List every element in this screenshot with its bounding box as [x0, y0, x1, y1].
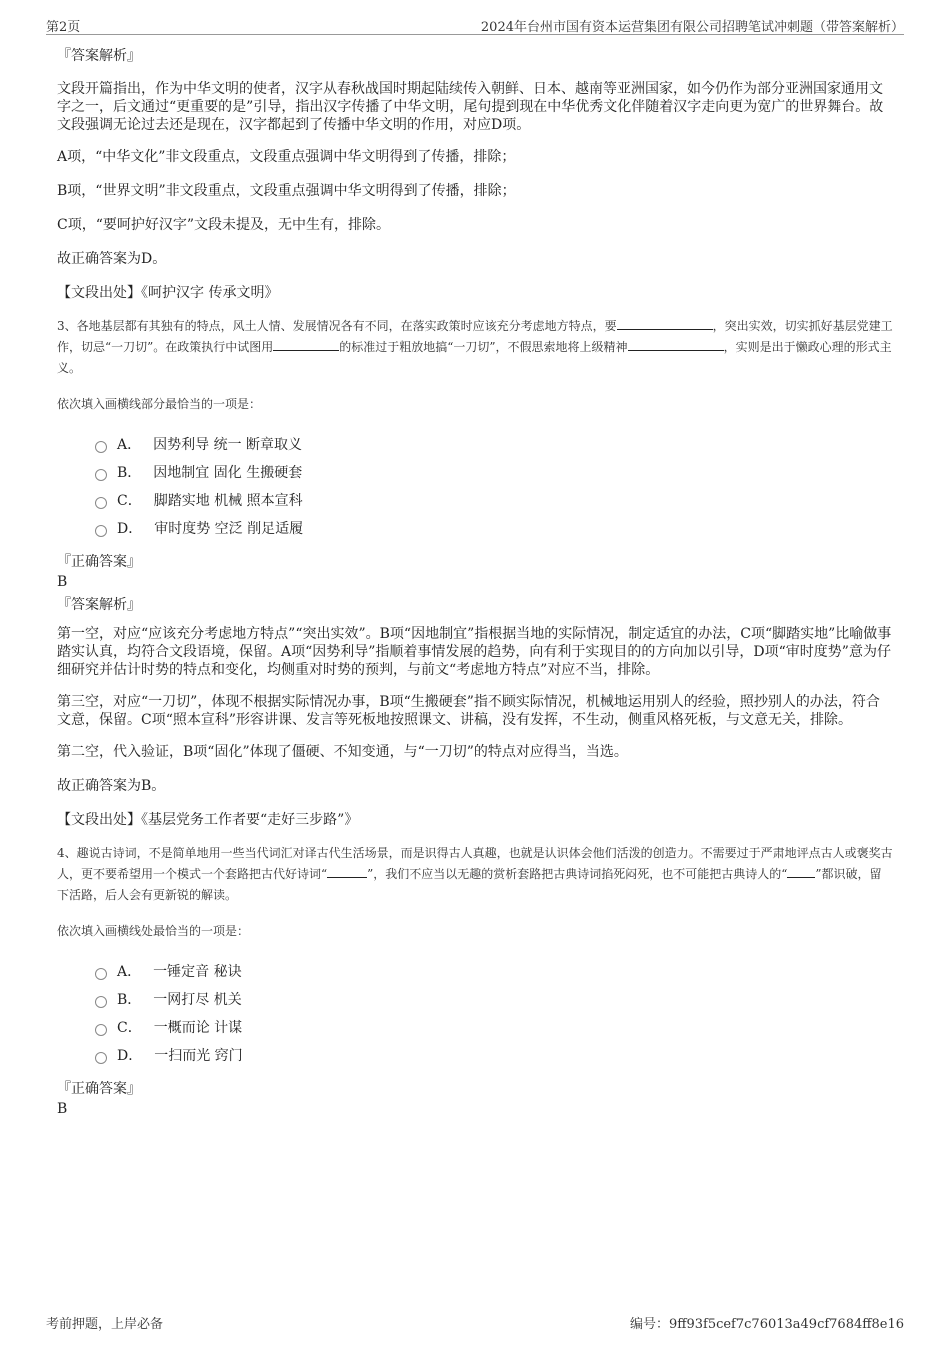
q4-prompt: 依次填入画横线处最恰当的一项是：	[57, 924, 250, 938]
q3-blank-1	[617, 317, 713, 330]
q4-options	[95, 958, 893, 1070]
q3-conclusion: 故正确答案为B。	[57, 778, 166, 794]
page-content	[57, 46, 893, 1122]
radio-icon[interactable]	[95, 1024, 107, 1036]
q4-correct-label: 『正确答案』	[57, 1081, 141, 1097]
q3-options	[95, 431, 893, 543]
q3-analysis-p1: 第一空，对应“应该充分考虑地方特点”“突出实效”。B项“因地制宜”指根据当地的实际情况，制定适宜的办法，C项“脚踏实地”比喻做事踏实认真，均符合文段语境，保留。A项“因势利导”指顺着事情发展的趋势，向有利于实现目的的方向加以引导，D项“审时度势”意为仔细研究并估计时势的特点和变化，均侧重对时势的预判，与前文“考虑地方特点”对应不当，排除。	[57, 626, 892, 678]
radio-icon[interactable]	[95, 996, 107, 1008]
radio-icon[interactable]	[95, 441, 107, 453]
q4-option-a[interactable]: A． 一锤定音 秘诀	[95, 958, 893, 986]
q3-correct-label: 『正确答案』	[57, 554, 141, 570]
q3-option-a[interactable]: A． 因势利导 统一 断章取义	[95, 431, 893, 459]
radio-icon[interactable]	[95, 469, 107, 481]
q4-option-c[interactable]: C． 一概而论 计谋	[95, 1014, 893, 1042]
q4-blank-2	[787, 865, 815, 878]
radio-icon[interactable]	[95, 525, 107, 537]
q3-analysis-label: 『答案解析』	[57, 597, 141, 613]
q3-source: 【文段出处】《基层党务工作者要“走好三步路”》	[57, 812, 359, 828]
radio-icon[interactable]	[95, 1052, 107, 1064]
page-number: 第2页	[46, 20, 81, 35]
q4-correct-answer: B	[57, 1101, 68, 1117]
q3-option-d[interactable]: D． 审时度势 空泛 削足适履	[95, 515, 893, 543]
q4-stem: 4、趣说古诗词，不是简单地用一些当代词汇对译古代生活场景，而是识得古人真趣，也就是认识体会他们活泼的创造力。不需要过于严肃地评点古人或褒奖古人，更不要希望用一个模式一个套路把古代好诗词“ ”，我们不应当以无趣的赏析套路把古典诗词掐死闷死，也不可能把古典诗人的“ ”都识破，留下活路，后人会有更新锐的解读。	[57, 846, 893, 902]
q2-analysis-label: 『答案解析』	[57, 48, 141, 64]
page-header	[46, 14, 904, 35]
q3-option-b[interactable]: B． 因地制宜 固化 生搬硬套	[95, 459, 893, 487]
q2-analysis-p2: A项，“中华文化”非文段重点，文段重点强调中华文明得到了传播，排除；	[57, 149, 516, 165]
radio-icon[interactable]	[95, 497, 107, 509]
q3-analysis-p2: 第三空，对应“一刀切”，体现不根据实际情况办事，B项“生搬硬套”指不顾实际情况，机械地运用别人的经验，照抄别人的办法，符合文意，保留。C项“照本宣科”形容讲课、发言等死板地按照课文、讲稿，没有发挥，不生动，侧重风格死板，与文意无关，排除。	[57, 694, 880, 728]
q3-blank-2	[273, 338, 339, 351]
q3-blank-3	[628, 338, 724, 351]
q3-prompt: 依次填入画横线部分最恰当的一项是：	[57, 397, 262, 411]
radio-icon[interactable]	[95, 968, 107, 980]
q3-analysis-p3: 第二空，代入验证，B项“固化”体现了僵硬、不知变通，与“一刀切”的特点对应得当，当选。	[57, 744, 628, 760]
q2-source: 【文段出处】《呵护汉字 传承文明》	[57, 285, 279, 301]
q3-stem: 3、各地基层都有其独有的特点，风土人情、发展情况各有不同，在落实政策时应该充分考虑地方特点，要 ，突出实效，切实抓好基层党建工作，切忌“一刀切”。在政策执行中试图用 的标准过于粗放地搞“一刀切”，不假思索地将上级精神 ，实则是出于懒政心理的形式主义。	[57, 319, 893, 375]
q4-option-d[interactable]: D． 一扫而光 窍门	[95, 1042, 893, 1070]
footer-slogan: 考前押题，上岸必备	[46, 1317, 164, 1332]
q3-correct-answer: B	[57, 574, 68, 590]
document-title: 2024年台州市国有资本运营集团有限公司招聘笔试冲刺题（带答案解析）	[480, 20, 904, 35]
document-id: 编号：9ff93f5cef7c76013a49cf7684ff8e16	[629, 1317, 904, 1332]
q2-analysis-p3: B项，“世界文明”非文段重点，文段重点强调中华文明得到了传播，排除；	[57, 183, 516, 199]
q2-analysis-p4: C项，“要呵护好汉字”文段未提及，无中生有，排除。	[57, 217, 391, 233]
q2-conclusion: 故正确答案为D。	[57, 251, 167, 267]
q2-analysis-p1: 文段开篇指出，作为中华文明的使者，汉字从春秋战国时期起陆续传入朝鲜、日本、越南等亚洲国家，如今仍作为部分亚洲国家通用文字之一，后文通过“更重要的是”引导，指出汉字传播了中华文明，尾句提到现在中华优秀文化伴随着汉字走向更为宽广的世界舞台。故文段强调无论过去还是现在，汉字都起到了传播中华文明的作用，对应D项。	[57, 81, 884, 133]
page-footer	[46, 1313, 904, 1333]
q4-blank-1	[327, 865, 367, 878]
q4-option-b[interactable]: B． 一网打尽 机关	[95, 986, 893, 1014]
q3-option-c[interactable]: C． 脚踏实地 机械 照本宣科	[95, 487, 893, 515]
